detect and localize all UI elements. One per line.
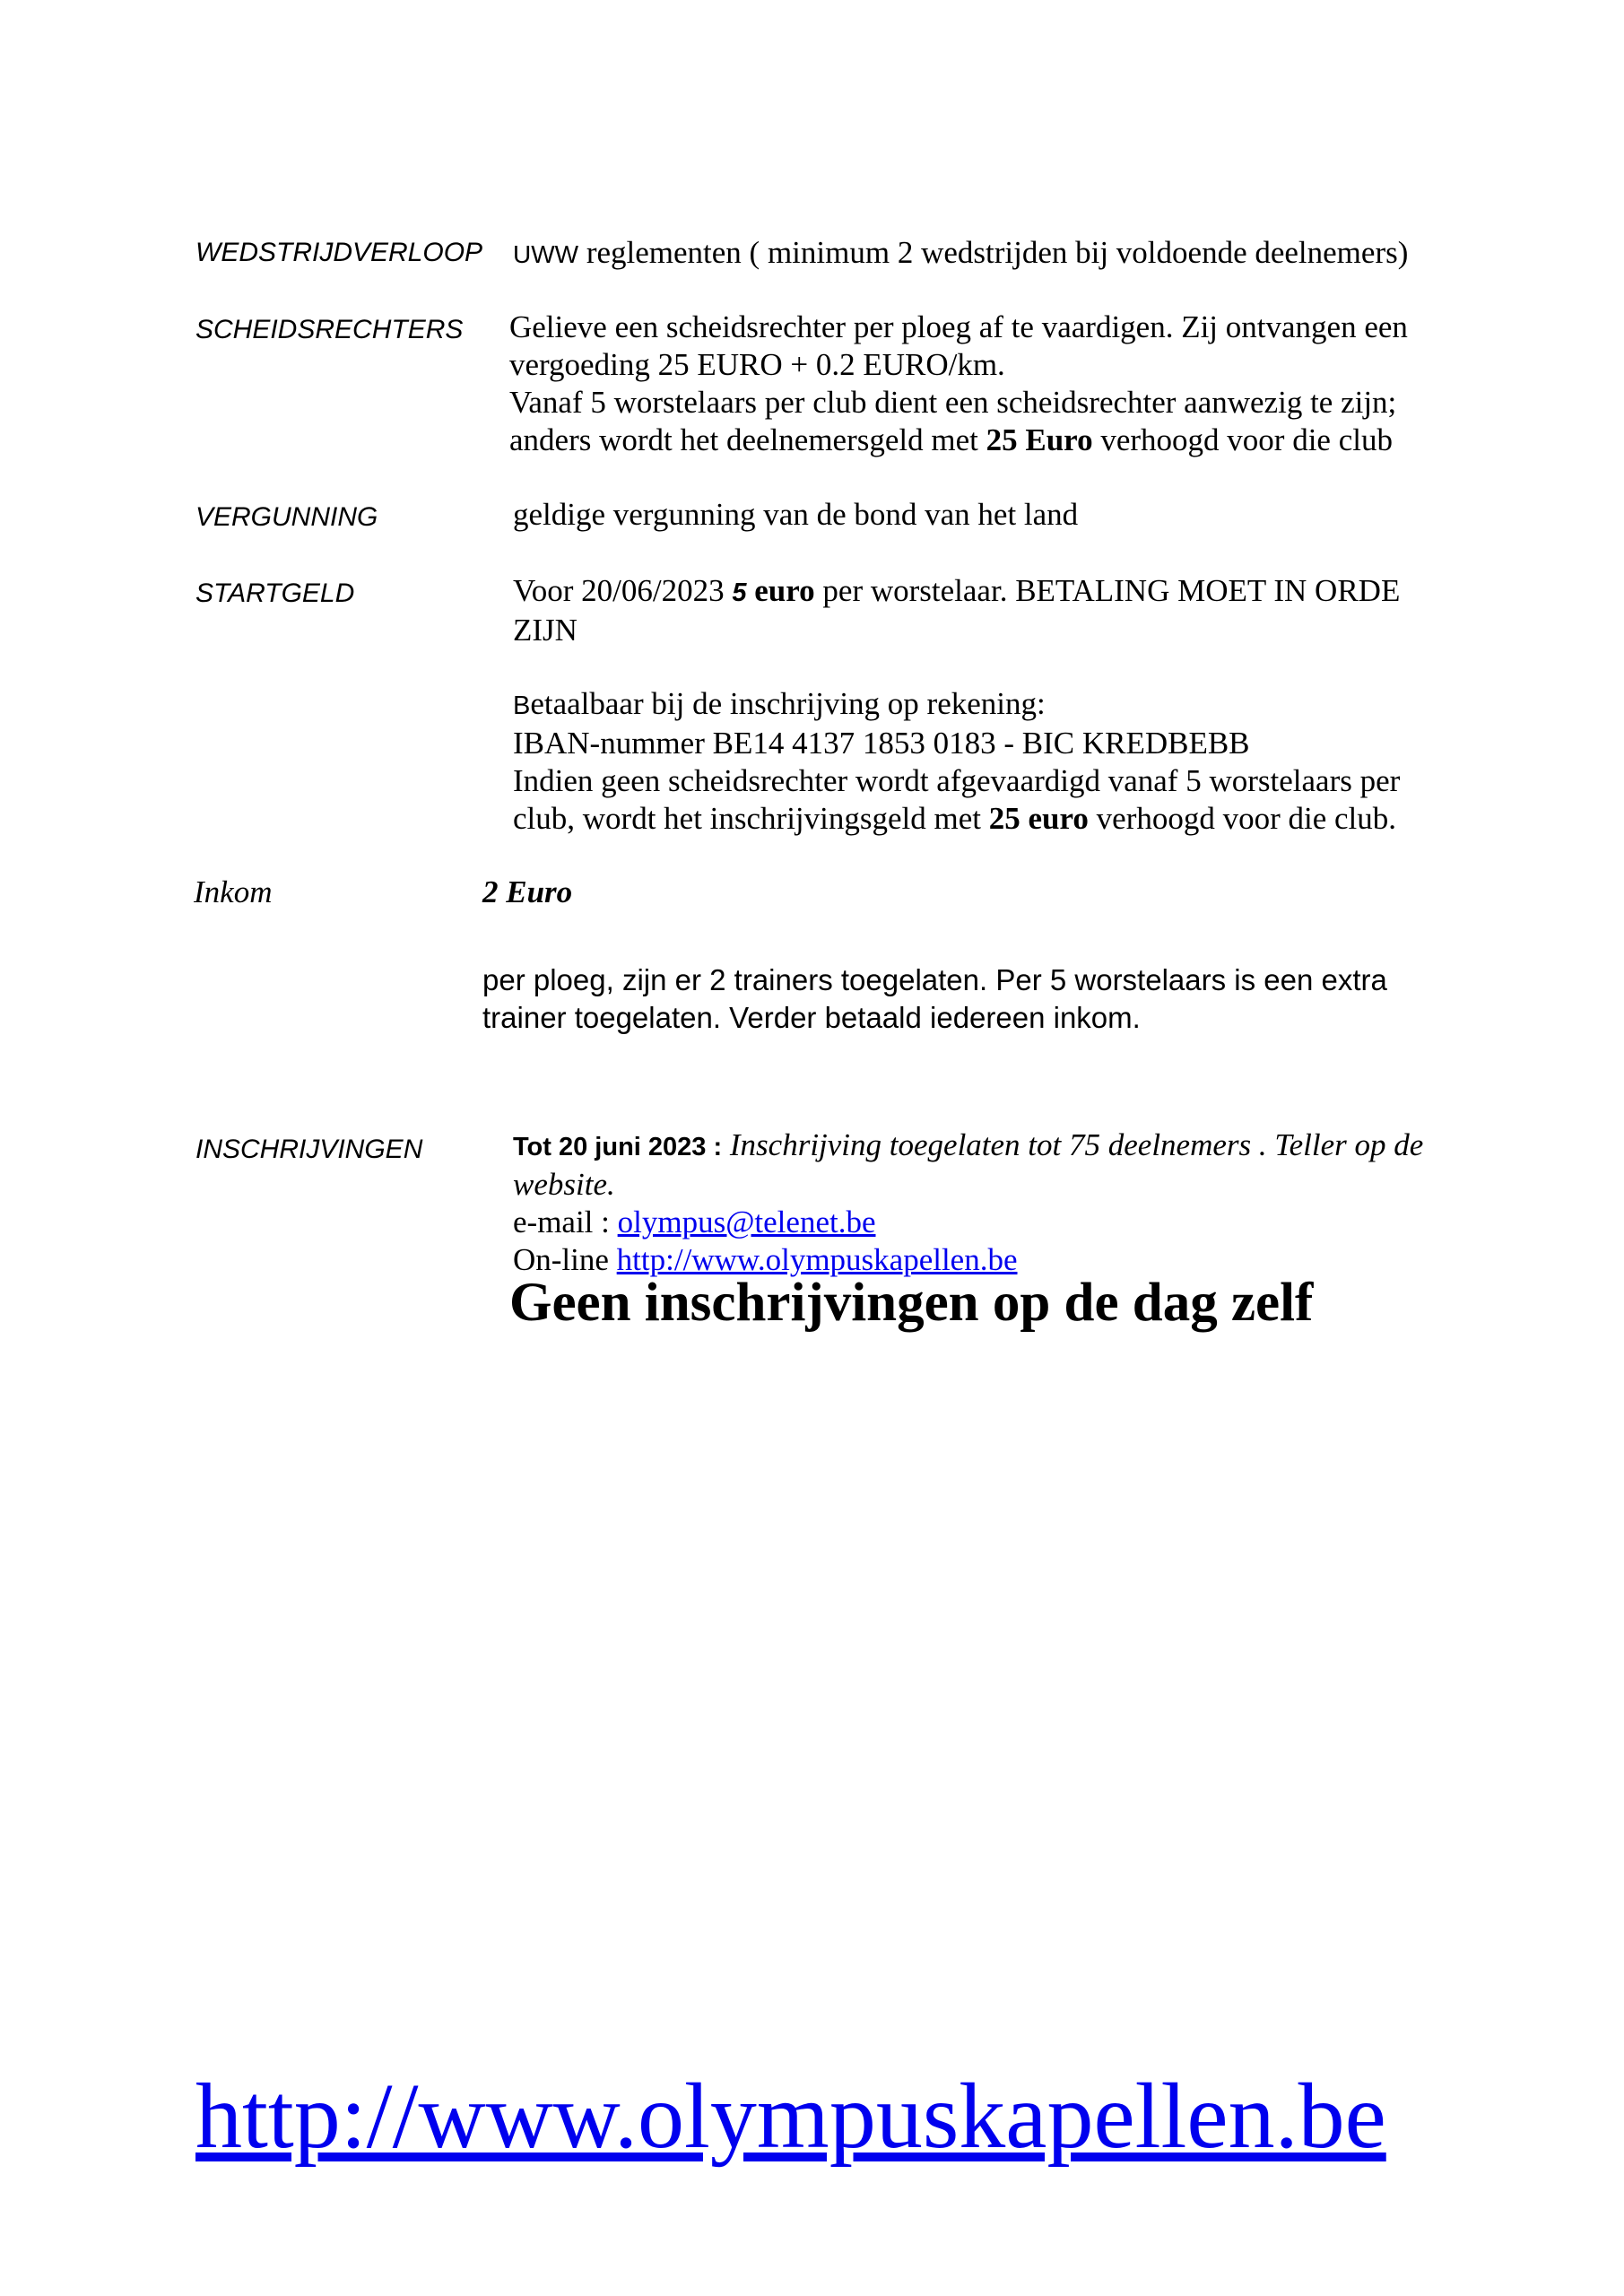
label-startgeld: STARTGELD [195,578,355,608]
payment-text: etaalbaar bij de inschrijving op rekening: [530,686,1046,721]
label-inkom: Inkom [194,874,273,909]
label-wedstrijdverloop: WEDSTRIJDVERLOOP [195,238,483,267]
startgeld-note-2-a: club, wordt het inschrijvingsgeld met [513,801,981,836]
scheidsrechters-fee: 25 Euro [986,422,1093,457]
no-same-day-registration-heading: Geen inschrijvingen op de dag zelf [509,1273,1314,1333]
email-prefix: e-mail : [513,1205,610,1239]
scheidsrechters-line-4 [509,422,1408,459]
startgeld-surcharge: 25 euro [988,801,1089,836]
footer-website-link[interactable]: http://www.olympuskapellen.be [195,2065,1386,2168]
scheidsrechters-text [509,309,1408,459]
payment-initial: B [513,691,531,720]
inschrijvingen-line-1 [513,1126,1423,1166]
startgeld-line-1-rest: per worstelaar. BETALING MOET IN ORDE [822,573,1401,608]
inschrijvingen-text [513,1126,1423,1279]
startgeld-payment [513,685,1400,838]
startgeld-note-2 [513,800,1400,838]
iban-line: IBAN-nummer BE14 4137 1853 0183 - BIC KREDBEBB [513,726,1250,761]
scheidsrechters-line-1: Gelieve een scheidsrechter per ploeg af te vaardigen. Zij ontvangen een [509,309,1408,344]
scheidsrechters-line-4-a: anders wordt het deelnemersgeld met [509,422,978,457]
inkom-note [482,961,1387,1037]
inschrijvingen-limit: Inschrijving toegelaten tot 75 deelnemers . Teller op de [729,1127,1424,1162]
inkom-value: 2 Euro [482,874,573,909]
label-scheidsrechters: SCHEIDSRECHTERS [195,315,464,344]
email-line [513,1204,1423,1241]
scheidsrechters-line-2: vergoeding 25 EURO + 0.2 EURO/km. [509,347,1005,382]
email-link[interactable]: olympus@telenet.be [617,1205,876,1239]
startgeld-line-1 [513,572,1400,612]
startgeld-text [513,572,1400,649]
uww-prefix: UWW [513,240,579,268]
payment-line [513,685,1400,725]
scheidsrechters-line-3: Vanaf 5 worstelaars per club dient een scheidsrechter aanwezig te zijn; [509,385,1397,420]
vergunning-line: geldige vergunning van de bond van het land [513,497,1079,532]
inkom-note-1: per ploeg, zijn er 2 trainers toegelaten. Per 5 worstelaars is een extra [482,963,1387,996]
startgeld-line-2: ZIJN [513,613,578,648]
inkom-note-2: trainer toegelaten. Verder betaald iedereen inkom. [482,1001,1141,1034]
startgeld-currency: euro [754,573,815,608]
scheidsrechters-line-4-c: verhoogd voor die club [1100,422,1393,457]
label-vergunning: VERGUNNING [195,502,378,532]
vergunning-text [513,496,1078,534]
inschrijvingen-deadline: Tot 20 juni 2023 : [513,1133,723,1161]
wedstrijdverloop-rules: reglementen ( minimum 2 wedstrijden bij voldoende deelnemers) [586,235,1409,270]
label-inschrijvingen: INSCHRIJVINGEN [195,1135,423,1164]
website-link[interactable]: http://www.olympuskapellen.be [616,1242,1018,1277]
online-prefix: On-line [513,1242,609,1277]
startgeld-amount: 5 [732,578,747,607]
startgeld-note-1: Indien geen scheidsrechter wordt afgevaardigd vanaf 5 worstelaars per [513,763,1401,798]
startgeld-note-2-c: verhoogd voor die club. [1096,801,1397,836]
wedstrijdverloop-text [513,234,1408,274]
startgeld-date: Voor 20/06/2023 [513,573,725,608]
inschrijvingen-line-2: website. [513,1167,615,1202]
